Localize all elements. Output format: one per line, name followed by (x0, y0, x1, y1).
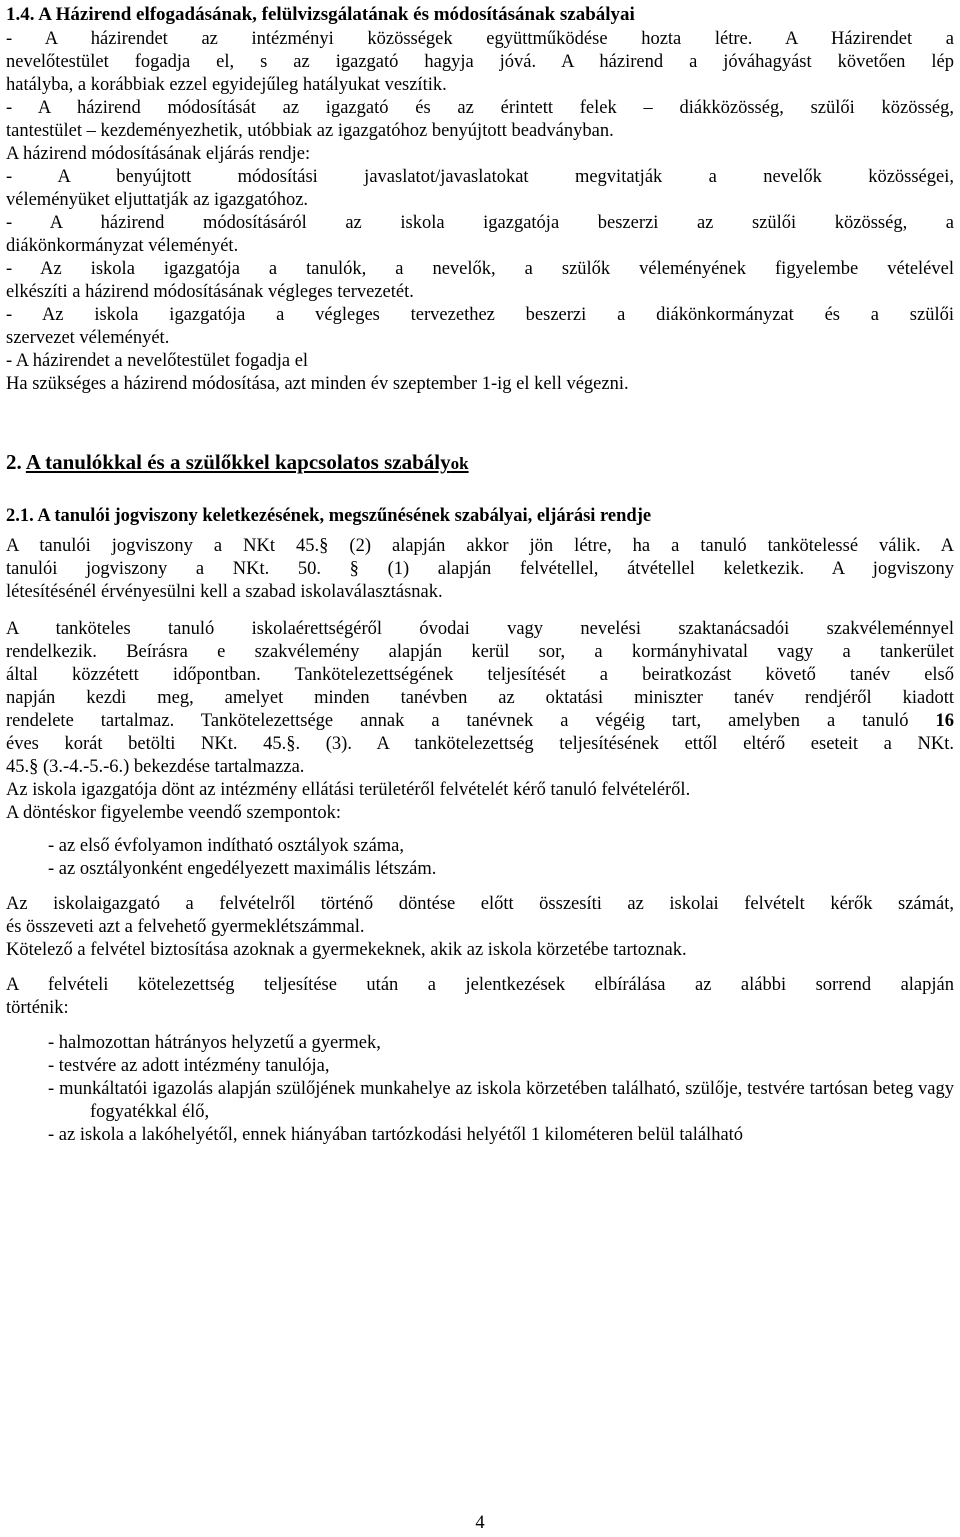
text-line: véleményüket eljuttatják az igazgatóhoz. (6, 190, 309, 210)
list-item: - az osztályonként engedélyezett maximális létszám. (48, 859, 437, 879)
text-line: történik: (6, 998, 69, 1018)
text-line: nevelőtestület fogadja el, s az igazgató hagyja jóvá. A házirend a jóváhagyást követően lép (6, 52, 954, 72)
text-line: - A házirendet a nevelőtestület fogadja el (6, 351, 309, 371)
text-line: tantestület – kezdeményezhetik, utóbbiak az igazgatóhoz benyújtott beadványban. (6, 121, 614, 141)
text-line: A tanköteles tanuló iskolaérettségéről óvodai vagy nevelési szaktanácsadói szakvéleménnyel (6, 619, 954, 639)
page-number: 4 (475, 1513, 485, 1533)
text-line: - A házirendet az intézményi közösségek együttműködése hozta létre. A Házirendet a (6, 29, 954, 49)
text-line: Ha szükséges a házirend módosítása, azt minden év szeptember 1-ig el kell végezni. (6, 374, 629, 394)
text-line: Az iskolaigazgató a felvételről történő döntése előtt összesíti az iskolai felvételt kérők számát, (6, 894, 954, 914)
text-line: - A benyújtott módosítási javaslatot/javaslatokat megvitatják a nevelők közösségei, (6, 167, 954, 187)
section-2-number: 2. (6, 450, 22, 474)
section-1-4-body (6, 28, 954, 396)
text-line (6, 710, 954, 733)
list-item: - testvére az adott intézmény tanulója, (48, 1056, 330, 1076)
age-value: 16 (935, 711, 955, 731)
criteria-list (6, 835, 954, 881)
section-1-4-heading: 1.4. A Házirend elfogadásának, felülvizsgálatának és módosításának szabályai (6, 4, 635, 25)
priority-list (6, 1032, 954, 1147)
section-2-title-text: A tanulókkal és a szülőkkel kapcsolatos szabály (25, 450, 451, 474)
text-line: 45.§ (3.-4.-5.-6.) bekezdése tartalmazza. (6, 757, 305, 777)
paragraph-4 (6, 974, 954, 1020)
text-line: rendelkezik. Beírásra e szakvélemény alapján kerül sor, a kormányhivatal vagy a tankerület (6, 642, 954, 662)
section-2-1-heading: 2.1. A tanulói jogviszony keletkezésének, megszűnésének szabályai, eljárási rendje (6, 506, 652, 526)
text-line: - Az iskola igazgatója a végleges tervezethez beszerzi a diákönkormányzat és a szülői (6, 305, 954, 325)
list-item: - az iskola a lakóhelyétől, ennek hiányában tartózkodási helyétől 1 kilométeren belül található (48, 1125, 744, 1145)
list-item: - munkáltatói igazolás alapján szülőjének munkahelye az iskola körzetében található, szülője, testvére tartósan beteg vagy fogyatékkal élő, (48, 1079, 954, 1122)
text-line: A felvételi kötelezettség teljesítése után a jelentkezések elbírálása az alábbi sorrend alapján (6, 975, 954, 995)
text-line: - A házirend módosítását az igazgató és az érintett felek – diákközösség, szülői közösség, (6, 98, 954, 118)
text-line: és összeveti azt a felvehető gyermeklétszámmal. (6, 917, 365, 937)
paragraph-3 (6, 893, 954, 962)
text-span: rendelete tartalmaz. Tankötelezettsége annak a tanévnek a végéig tart, amelyben a tanuló (6, 711, 909, 731)
text-line: napján kezdi meg, amelyet minden tanévben az oktatási miniszter tanév rendjéről kiadott (6, 688, 954, 708)
text-line: éves korát betölti NKt. 45.§. (3). A tankötelezettség teljesítésének ettől eltérő eseteit a NKt. (6, 734, 954, 754)
text-line: diákönkormányzat véleményét. (6, 236, 239, 256)
text-line: - Az iskola igazgatója a tanulók, a nevelők, a szülők véleményének figyelembe vételével (6, 259, 954, 279)
text-line: által közzétett időpontban. Tankötelezettségének teljesítését a beiratkozást követő tanév első (6, 665, 954, 685)
text-line: A házirend módosításának eljárás rendje: (6, 144, 311, 164)
section-2-heading (6, 448, 954, 478)
text-line: elkészíti a házirend módosításának végleges tervezetét. (6, 282, 414, 302)
text-line: A döntéskor figyelembe veendő szempontok: (6, 803, 341, 823)
list-item: - halmozottan hátrányos helyzetű a gyermek, (48, 1033, 381, 1053)
paragraph-1 (6, 535, 954, 604)
text-line: hatályba, a korábbiak ezzel egyidejűleg hatályukat veszítik. (6, 75, 447, 95)
text-line: tanulói jogviszony a NKt. 50. § (1) alapján felvétellel, átvétellel keletkezik. A jogviszony (6, 559, 954, 579)
paragraph-2 (6, 618, 954, 825)
text-line: szervezet véleményét. (6, 328, 170, 348)
section-2-title-suffix: ok (450, 454, 469, 473)
list-item: - az első évfolyamon indítható osztályok száma, (48, 836, 405, 856)
text-line: létesítésénél érvényesülni kell a szabad iskolaválasztásnak. (6, 582, 443, 602)
section-2-title (26, 450, 469, 474)
text-line: Kötelező a felvétel biztosítása azoknak a gyermekeknek, akik az iskola körzetébe tartoznak. (6, 940, 687, 960)
text-line: - A házirend módosításáról az iskola igazgatója beszerzi az szülői közösség, a (6, 213, 954, 233)
document-page (6, 0, 954, 1147)
text-line: Az iskola igazgatója dönt az intézmény ellátási területéről felvételét kérő tanuló felvételéről. (6, 780, 691, 800)
text-line: A tanulói jogviszony a NKt 45.§ (2) alapján akkor jön létre, ha a tanuló tankötelessé válik. A (6, 536, 954, 556)
